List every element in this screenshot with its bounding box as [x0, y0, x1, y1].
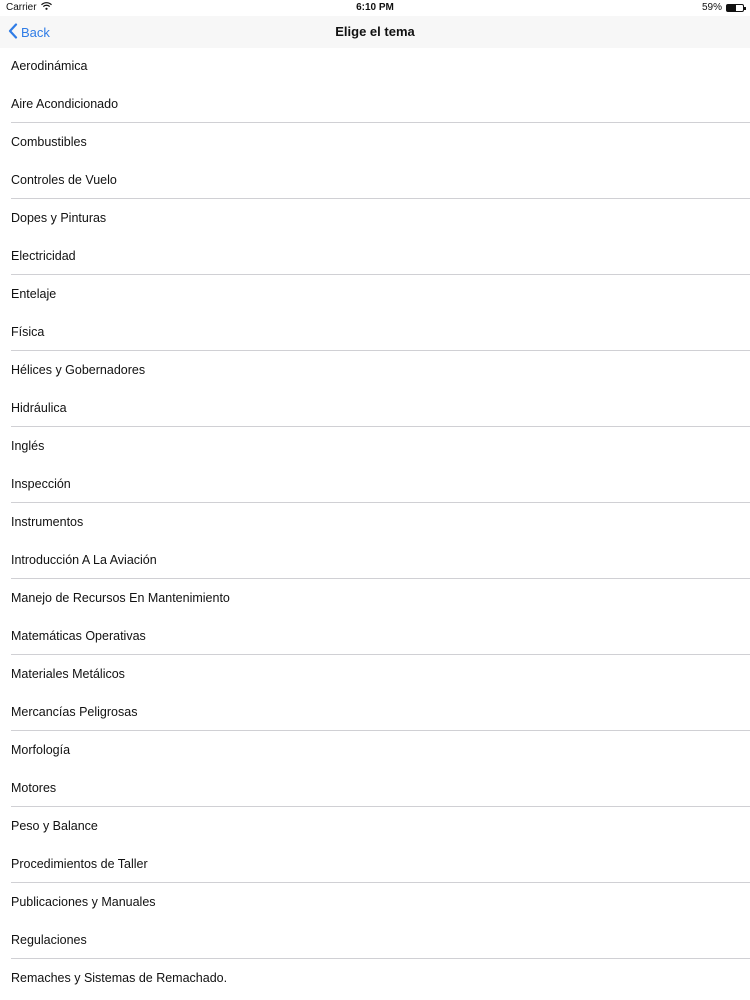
- list-item-label: Materiales Metálicos: [11, 667, 125, 681]
- list-item-label: Instrumentos: [11, 515, 84, 529]
- list-item[interactable]: [0, 465, 750, 503]
- status-time: 6:10 PM: [356, 2, 394, 13]
- list-item[interactable]: [0, 275, 750, 313]
- list-item-label: Publicaciones y Manuales: [11, 895, 156, 909]
- list-item-label: Motores: [11, 781, 57, 795]
- list-item[interactable]: [0, 123, 750, 161]
- list-item-label: Aire Acondicionado: [11, 97, 119, 111]
- list-item[interactable]: [0, 503, 750, 541]
- list-item[interactable]: [0, 427, 750, 465]
- list-item-label: Peso y Balance: [11, 819, 98, 833]
- list-item-label: Manejo de Recursos En Mantenimiento: [11, 591, 230, 605]
- list-item[interactable]: [0, 237, 750, 275]
- list-item-label: Física: [11, 325, 45, 339]
- list-item[interactable]: [0, 959, 750, 997]
- list-item[interactable]: [0, 541, 750, 579]
- list-item[interactable]: [0, 389, 750, 427]
- list-item-label: Hélices y Gobernadores: [11, 363, 146, 377]
- list-item[interactable]: [0, 161, 750, 199]
- list-item[interactable]: [0, 807, 750, 845]
- list-item-label: Morfología: [11, 743, 71, 757]
- battery-icon: [726, 4, 744, 12]
- list-item[interactable]: [0, 883, 750, 921]
- list-item-label: Electricidad: [11, 249, 76, 263]
- list-item[interactable]: [0, 47, 750, 85]
- back-label: Back: [21, 24, 50, 40]
- list-item-label: Procedimientos de Taller: [11, 857, 148, 871]
- page-title: Elige el tema: [335, 24, 415, 39]
- navigation-bar: [0, 16, 750, 48]
- list-item[interactable]: [0, 313, 750, 351]
- list-item-label: Remaches y Sistemas de Remachado.: [11, 971, 228, 985]
- list-item[interactable]: [0, 85, 750, 123]
- list-item[interactable]: [0, 769, 750, 807]
- list-item[interactable]: [0, 693, 750, 731]
- list-item-label: Matemáticas Operativas: [11, 629, 146, 643]
- list-item-label: Aerodinámica: [11, 59, 88, 73]
- battery-percentage: 59%: [701, 2, 722, 13]
- list-item-label: Dopes y Pinturas: [11, 211, 107, 225]
- carrier-indicator: [6, 2, 52, 13]
- list-item[interactable]: [0, 199, 750, 237]
- list-item[interactable]: [0, 655, 750, 693]
- list-item[interactable]: [0, 921, 750, 959]
- list-item-label: Mercancías Peligrosas: [11, 705, 138, 719]
- carrier-label: Carrier: [6, 2, 37, 13]
- list-item-label: Entelaje: [11, 287, 57, 301]
- topic-list: [0, 47, 750, 997]
- list-item[interactable]: [0, 845, 750, 883]
- list-item-label: Regulaciones: [11, 933, 87, 947]
- list-item[interactable]: [0, 579, 750, 617]
- list-item-label: Inspección: [11, 477, 71, 491]
- list-item[interactable]: [0, 617, 750, 655]
- list-item-label: Introducción A La Aviación: [11, 553, 157, 567]
- list-item[interactable]: [0, 351, 750, 389]
- list-item[interactable]: [0, 731, 750, 769]
- list-item-label: Controles de Vuelo: [11, 173, 117, 187]
- list-item-label: Combustibles: [11, 135, 87, 149]
- battery-indicator: [702, 2, 744, 13]
- list-item-label: Hidráulica: [11, 401, 67, 415]
- wifi-icon: [41, 2, 52, 13]
- list-item-label: Inglés: [11, 439, 45, 453]
- status-bar: [0, 0, 750, 16]
